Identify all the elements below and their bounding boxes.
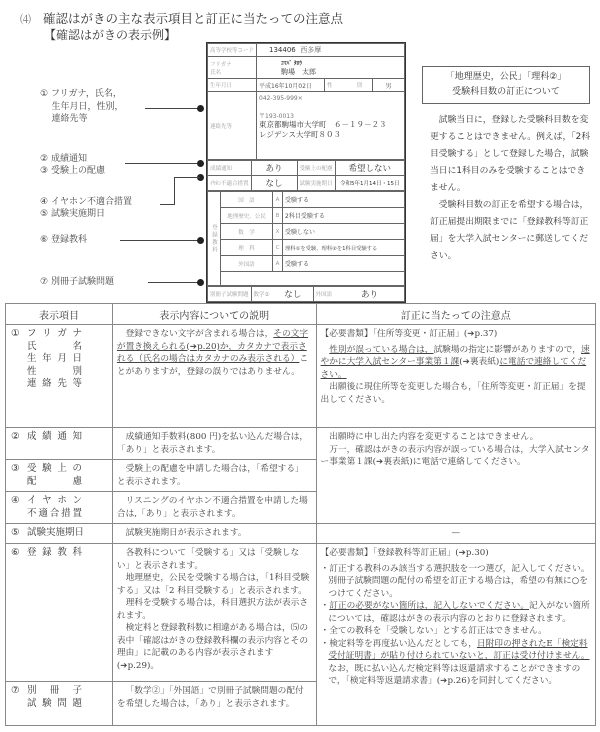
subject-name: 数 学 [221, 224, 273, 240]
callout-line-7 [148, 282, 200, 283]
side-note-para-2: 受験科目数の訂正を希望する場合は，訂正届提出期限までに「登録教科等訂正届」を大学入試センターに郵送してください。 [430, 200, 589, 261]
info-table [5, 303, 596, 726]
sex-label: 性 [325, 79, 355, 92]
subject-status: 受験する [283, 256, 405, 272]
score-value: あり [251, 161, 297, 176]
school-name: 西多摩 [300, 46, 322, 54]
earphone-value: なし [251, 176, 297, 191]
side-note-para-1: 試験当日に，登録した受験科目数を変更することはできません。例えば，「2科目受験する」として登録した場合，試験当日に1科目のみを受験することはできません。 [430, 115, 591, 193]
score-label: 成績通知 [208, 161, 252, 176]
contact-label: 連絡先等 [208, 92, 257, 160]
earphone-label: ｲﾔﾎﾝ不適合措置 [208, 176, 252, 191]
table-row [6, 544, 596, 682]
subject-name: 理 科 [221, 240, 273, 256]
callout-line-6 [120, 240, 200, 241]
math2-label: 数学② [251, 287, 273, 302]
subject-code: A [273, 192, 283, 208]
exam-date-value: 令和5年1月14日・15日 [335, 176, 404, 191]
subjects-label: 登録教科 [208, 192, 221, 286]
row-item: ② 成 績 通 知 [6, 428, 113, 460]
row-item: ⑤ 試験実施期日 [6, 524, 113, 544]
callout-1: ① フリガナ，氏名， 生年月日，性別， 連絡先等 [40, 89, 124, 124]
subject-code: X [273, 224, 283, 240]
subject-code: A [273, 256, 283, 272]
row-desc: 成績通知手数料(800 円)を払い込んだ場合は，「あり」と表示されます。 [112, 428, 316, 460]
address-line-1: 東京都駒場市大学町 ６－１９－２３ [259, 120, 387, 129]
subject-status: 受験しない [283, 224, 405, 240]
exam-date-label: 試験実施期日 [297, 176, 335, 191]
title-text: 確認はがきの主な表示項目と訂正に当たっての注意点 [43, 11, 344, 26]
row-desc: リスニングのイヤホン不適合措置を申請した場合は,「あり」と表示されます。 [112, 492, 316, 524]
callout-dot-2 [197, 160, 204, 167]
header-desc: 表示内容についての説明 [112, 304, 316, 325]
page-subtitle: 【確認はがきの表示例】 [44, 28, 177, 42]
postcard-sample [206, 42, 406, 303]
phone-value: 042-395-999× [259, 95, 303, 102]
subject-status: 理科①を受験、理科②を1科目受験する [283, 240, 405, 256]
side-note-body [430, 112, 592, 265]
row-note: — [316, 524, 595, 544]
callout-line-4b [174, 177, 175, 204]
table-row [6, 524, 596, 544]
row-note-shared: 出願時に申し出た内容を変更することはできません。 万一，確認はがきの表示内容が誤っている場合は，大学入試センター事業第１課(➔裏表紙)に電話で連絡してください。 [316, 428, 595, 524]
consider-label: 受験上の配慮 [297, 161, 335, 176]
subject-name: 地理歴史、公民 [221, 208, 273, 224]
row-item: ④ イ ヤ ホ ン 不 適 合 措 置 [6, 492, 113, 524]
row-desc: 「数学②」「外国語」で別冊子試験問題の配付を希望した場合は，「あり」と表示されます。 [112, 682, 316, 726]
sex-label-2: 別 [355, 79, 373, 92]
math2-value: なし [273, 287, 313, 302]
row-desc: 試験実施期日が表示されます。 [112, 524, 316, 544]
side-note-title-1: 「地理歴史，公民」「理科②」 [445, 72, 567, 82]
birth-label: 生年月日 [208, 79, 257, 92]
subject-status: 受験する [283, 192, 405, 208]
row-item: ⑦ 別 冊 子 試 験 問 題 [6, 682, 113, 726]
callout-2: ② 成績通知 [40, 154, 87, 164]
furigana-label: フリガナ [210, 61, 232, 68]
callout-line-1 [145, 108, 200, 109]
subject-name: 国 語 [221, 192, 273, 208]
callout-4: ④ イヤホン不適合措置 [40, 197, 132, 207]
row-desc: 受験上の配慮を申請した場合は，「希望する」と表示されます。 [112, 460, 316, 492]
callout-3: ③ 受験上の配慮 [40, 166, 105, 176]
callout-6: ⑥ 登録教科 [40, 235, 87, 245]
table-row [6, 428, 596, 460]
foreign-value: あり [335, 287, 404, 302]
callout-dot-6 [197, 237, 204, 244]
table-header [6, 304, 596, 325]
subject-code: B [273, 208, 283, 224]
row-item: ③ 受 験 上 の 配 慮 [6, 460, 113, 492]
callout-line-4c [160, 204, 175, 205]
callout-dot-1 [197, 105, 204, 112]
row-desc: 各教科について「受験する」又は「受験しない」と表示されます。 地理歴史，公民を受験する場合は，「1科目受験する」又は「2 科目受験する」と表示されます。 理科を受験する場合は，科目選択方法が表示されます。 検定料と登録教科数に相違がある場合は，⑸の表中「確認はがきの登録教科欄の表示内容とその理由」に記載のある内容が表示されます(➔p.29)。 [112, 544, 316, 682]
callout-7: ⑦ 別冊子試験問題 [40, 277, 114, 287]
name-value: 駒場 太郎 [281, 67, 317, 76]
foreign-label: 外国語 [313, 287, 335, 302]
birth-value: 平成16年10月02日 [257, 79, 325, 92]
school-code-label: 高等学校等コード [208, 44, 257, 57]
callout-dot-7 [197, 279, 204, 286]
side-note-box [422, 66, 590, 104]
callout-line-4a [174, 177, 200, 178]
row-note: 【必要書類】「登録教科等訂正届」(➔p.30) ・訂正する教科のみ該当する選択肢を一つ選び，記入してください。別冊子試験問題の配付の希望を訂正する場合は，希望の有無に○をつけてください。 ・訂正の必要がない箇所は，記入しないでください。記入がない箇所については，確認はがきの表示内容のとおりに登録されます。 ・全ての教科を「受験しない」とする訂正はできません。 ・検定料等を再度払い込んだとしても，日附印の押されたE「検定料受付証明書」が貼り付けられていないと，訂正は受け付けません。なお，既に払い込んだ検定料等は返還請求することができますので，「検定料等返還請求書」(➔p.26)を同封してください。 [316, 544, 595, 726]
subject-name: 外国語 [221, 256, 273, 272]
row-note: 【必要書類】「住所等変更・訂正届」(➔p.37) 性別が誤っている場合は，試験場の指定に影響がありますので，速やかに大学入試センター事業第１課(➔裏表紙)に電話で連絡してください。 出願後に現住所等を変更した場合も，「住所等変更・訂正届」を提出してください。 [316, 325, 595, 428]
school-code: 134406 [269, 46, 296, 54]
callout-5: ⑤ 試験実施期日 [40, 209, 105, 219]
header-note: 訂正に当たっての注意点 [316, 304, 595, 325]
subject-code: C [273, 240, 283, 256]
header-item: 表示項目 [6, 304, 113, 325]
sex-value: 男 [373, 79, 405, 92]
subject-status: 2科目受験する [283, 208, 405, 224]
booklet-label: 別冊子試験問題 [208, 287, 252, 302]
furigana-value: ｺﾏﾊﾞ ﾀﾛｳ [281, 60, 303, 67]
side-note-title-2: 受験科目数の訂正について [452, 87, 560, 97]
section-number: ⑷ [20, 13, 31, 26]
postal-value: 〒193-0013 [259, 113, 294, 120]
table-row [6, 325, 596, 428]
row-item: ① フ リ ガ ナ 氏 名 生 年 月 日 性 別 連 絡 先 等 [6, 325, 113, 428]
row-item: ⑥ 登 録 教 科 [6, 544, 113, 682]
address-line-2: レジデンス大学町８０３ [259, 130, 341, 139]
name-label: 氏名 [210, 69, 222, 76]
callout-line-2 [125, 163, 200, 164]
consider-value: 希望しない [335, 161, 404, 176]
row-desc: 登録できない文字が含まれる場合は，その文字が置き換えられる(➔p.20)か，カタカナで表示される（氏名の場合はカタカナのみ表示される）ことがありますが，登録の誤りではありません。 [112, 325, 316, 428]
page-title [20, 9, 343, 27]
